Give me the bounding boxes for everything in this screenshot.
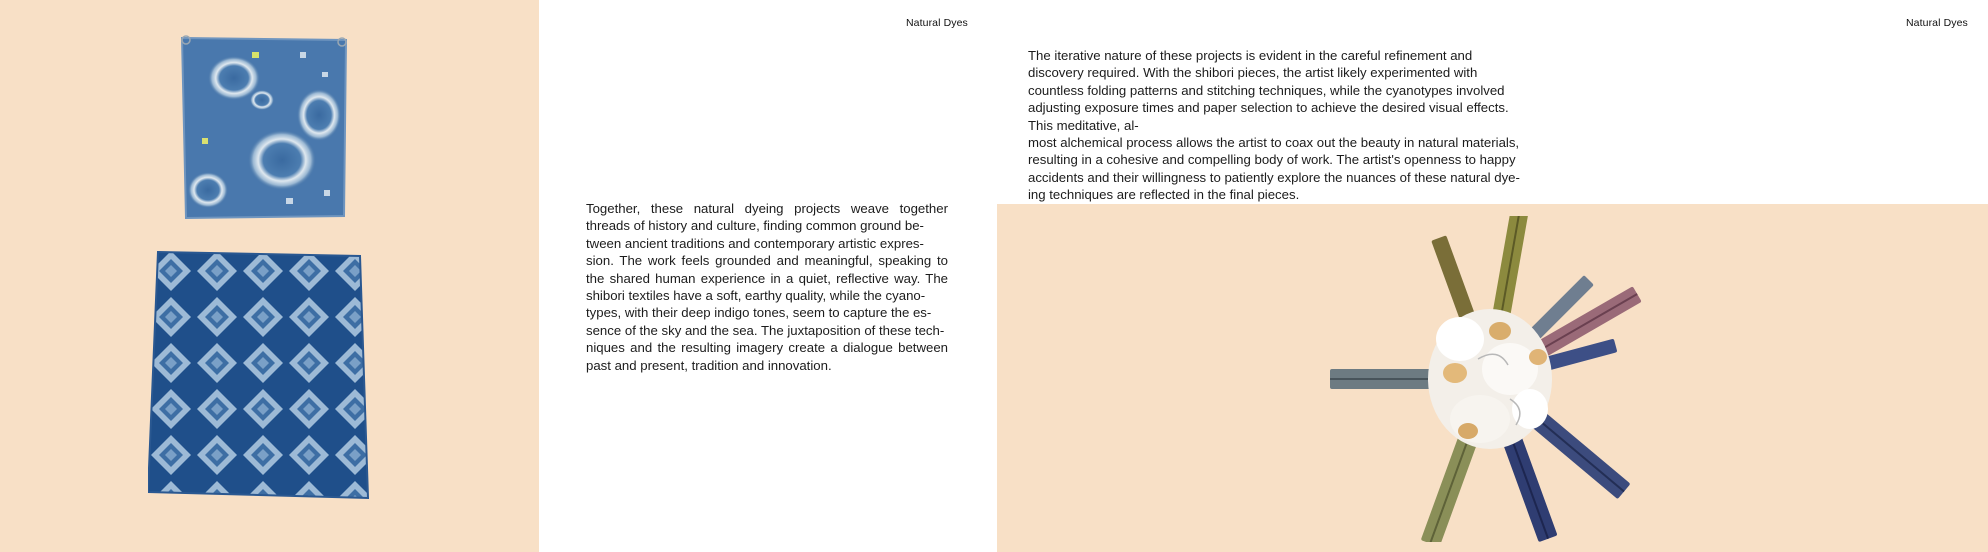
- shibori-textile-diamonds-icon: [148, 248, 380, 504]
- body-paragraph-right: The iterative nature of these projects is evident in the careful refinement and discovery required. With the shibori pieces, the artist likely experimented with countless folding patterns and stitching techniques, while the cyanotypes involved adjusting exposure times and paper selection to achieve the desired visual effects. This meditative, al- most alchemical process allows the artist to coax out the beauty in natural materials, resulting in a cohesive and compelling body of work. The artist's openness to happy accidents and their willingness to patiently explore the nuances of these natural dye- ing techniques are reflected in the final pieces.: [1028, 48, 1520, 203]
- dyed-clothespins-icon: [1320, 216, 1660, 542]
- running-head-right: Natural Dyes: [1906, 17, 1968, 29]
- body-paragraph-left: Together, these natural dyeing projects weave together threads of history and culture, finding common ground be- tween ancient traditions and contemporary artistic expres- sion. The work feels grounded and meaningful, speaking to the shared human experience in a quiet, reflective way. The shibori textiles have a soft, earthy quality, while the cyano- types, with their deep indigo tones, seem to capture the es- sence of the sky and the sea. The juxtaposition of these tech- niques and the resulting imagery create a dialogue between past and present, tradition and innovation.: [586, 201, 948, 373]
- shibori-textile-circles-icon: [174, 30, 354, 226]
- running-head-left: Natural Dyes: [906, 17, 968, 29]
